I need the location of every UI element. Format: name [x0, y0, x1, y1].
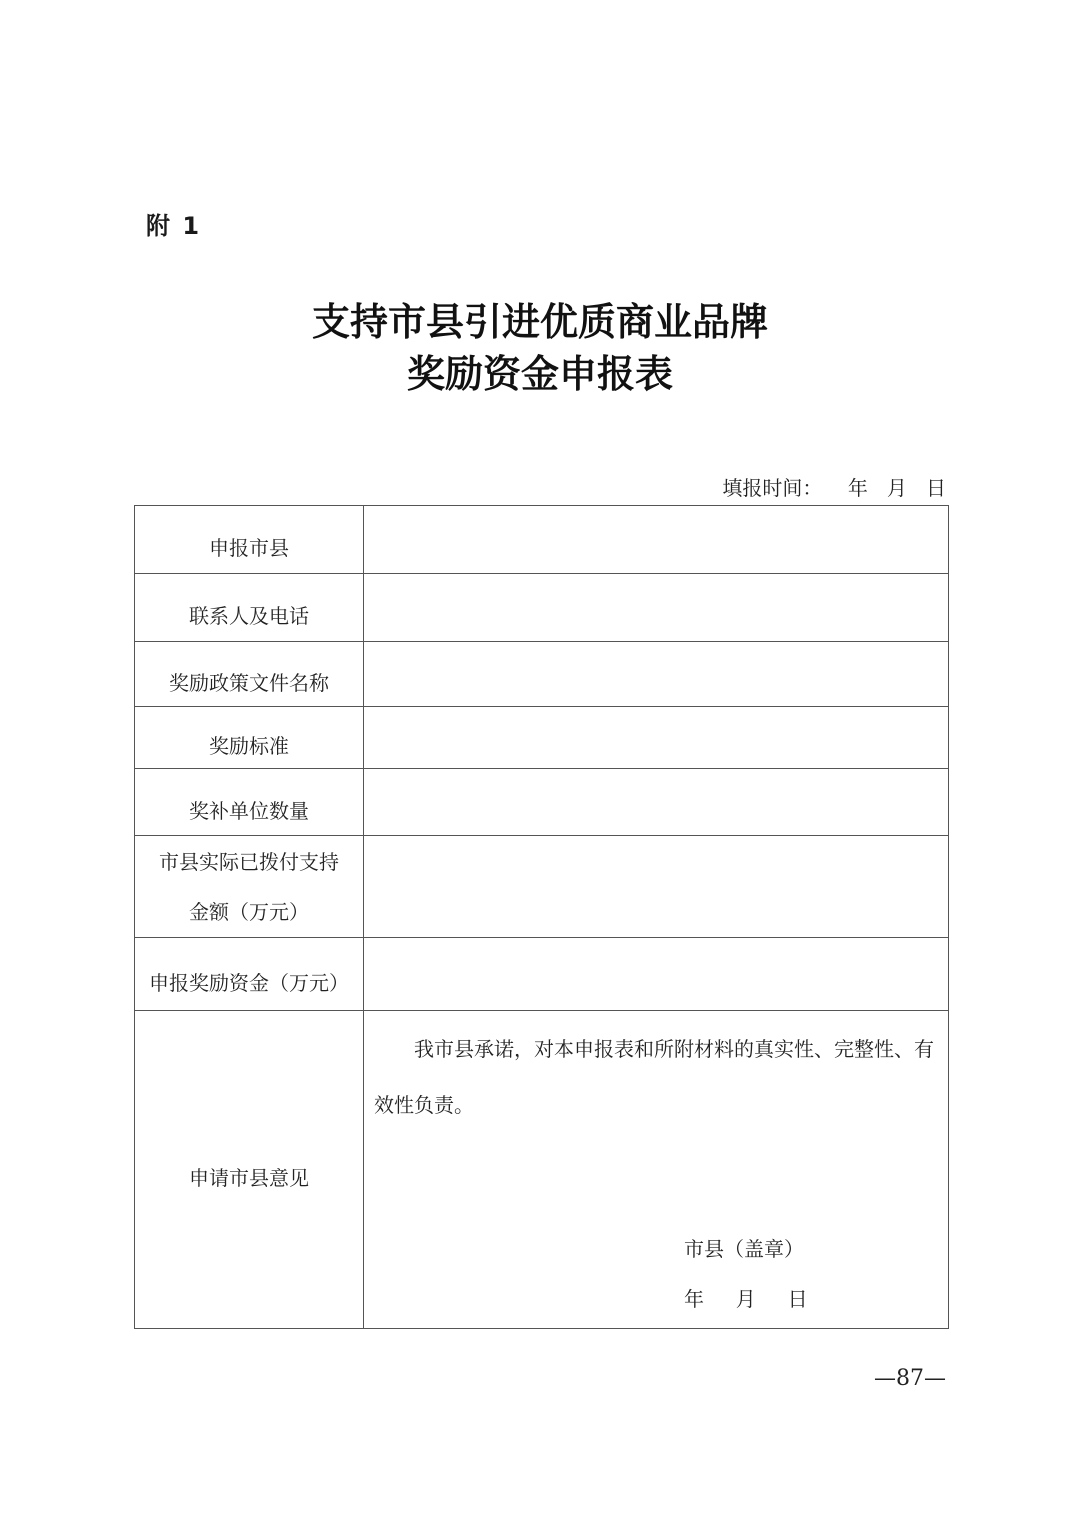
city-field[interactable]	[364, 506, 949, 574]
paid-amount-field[interactable]	[364, 836, 949, 938]
row-label: 奖励政策文件名称	[135, 642, 364, 707]
standard-field[interactable]	[364, 707, 949, 769]
sign-date: 年 月 日	[684, 1287, 808, 1311]
fill-time	[722, 472, 946, 501]
form-row-unit-count	[135, 769, 949, 836]
form-row-requested-amount	[135, 938, 949, 1011]
row-label: 申请市县意见	[135, 1011, 364, 1329]
row-label: 奖励标准	[135, 707, 364, 769]
form-row-opinion	[135, 1011, 949, 1329]
form-row-policy-doc	[135, 642, 949, 707]
form-row-city	[135, 506, 949, 574]
form-row-contact	[135, 574, 949, 642]
row-label: 奖补单位数量	[135, 769, 364, 836]
form-row-paid-amount	[135, 836, 949, 938]
unit-count-field[interactable]	[364, 769, 949, 836]
document-title	[0, 296, 1080, 400]
fill-time-date[interactable]: 年 月 日	[822, 476, 946, 500]
requested-amount-field[interactable]	[364, 938, 949, 1011]
row-label: 联系人及电话	[135, 574, 364, 642]
title-line-1: 支持市县引进优质商业品牌	[311, 299, 768, 344]
fill-time-label: 填报时间：	[722, 476, 823, 500]
pledge-text: 我市县承诺，对本申报表和所附材料的真实性、完整性、有效性负责。	[374, 1037, 934, 1117]
form-row-standard	[135, 707, 949, 769]
opinion-field[interactable]	[364, 1011, 949, 1329]
row-label: 申报奖励资金（万元）	[135, 938, 364, 1011]
annex-label: 附 1	[146, 212, 202, 240]
title-line-2: 奖励资金申报表	[406, 351, 673, 396]
row-label: 申报市县	[135, 506, 364, 574]
contact-field[interactable]	[364, 574, 949, 642]
seal-label: 市县（盖章）	[684, 1237, 804, 1261]
policy-doc-field[interactable]	[364, 642, 949, 707]
row-label: 市县实际已拨付支持 金额（万元）	[135, 836, 364, 938]
page-number: —87—	[874, 1366, 946, 1391]
application-form-table	[134, 505, 949, 1329]
